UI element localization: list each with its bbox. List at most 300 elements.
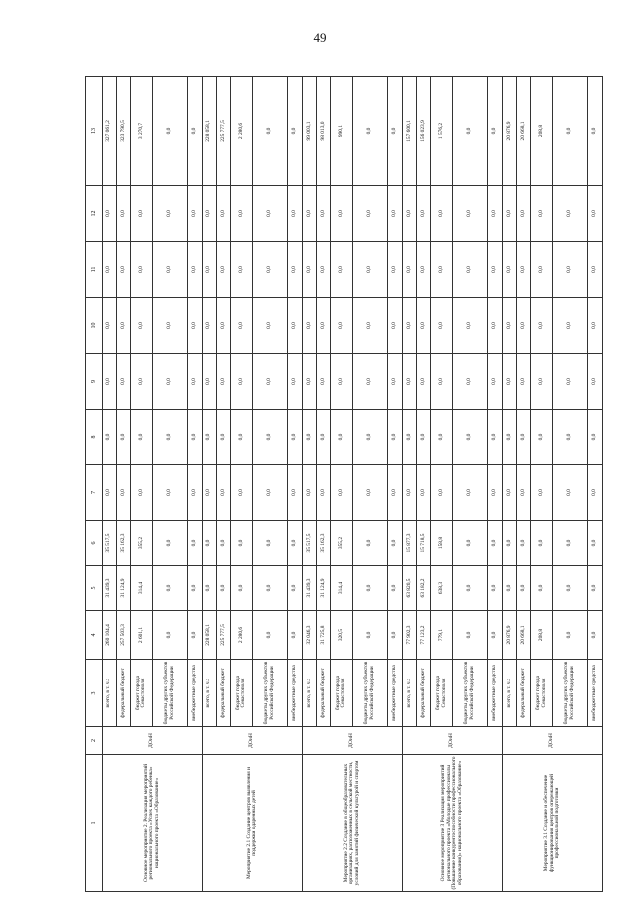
amount-cell: 20 668,1 <box>517 611 531 660</box>
amount-cell: 0,0 <box>202 521 216 566</box>
amount-cell: 0,0 <box>402 354 416 410</box>
amount-cell: 0,0 <box>417 465 431 521</box>
amount-cell: 320,5 <box>331 611 352 660</box>
column-number: 4 <box>86 611 103 660</box>
amount-cell: 0,0 <box>302 465 316 521</box>
amount-cell: 0,0 <box>488 465 502 521</box>
funding-source: федеральный бюджет <box>417 660 431 727</box>
amount-cell: 638,3 <box>431 566 452 611</box>
funding-source: внебюджетные средства <box>188 660 202 727</box>
amount-cell: 0,0 <box>216 354 230 410</box>
amount-cell: 208,8 <box>531 77 552 186</box>
funding-source: бюджеты других субъектов Российской Федерации <box>352 660 388 727</box>
amount-cell: 0,0 <box>452 298 488 354</box>
amount-cell: 0,0 <box>316 242 330 298</box>
amount-cell: 323 790,5 <box>116 77 130 186</box>
amount-cell: 20 876,9 <box>502 77 516 186</box>
amount-cell: 0,0 <box>452 354 488 410</box>
amount-cell: 0,0 <box>552 566 588 611</box>
amount-cell: 779,1 <box>431 611 452 660</box>
amount-cell: 0,0 <box>531 354 552 410</box>
amount-cell: 0,0 <box>202 242 216 298</box>
amount-cell: 0,0 <box>102 298 116 354</box>
amount-cell: 0,0 <box>552 298 588 354</box>
amount-cell: 0,0 <box>231 186 252 242</box>
amount-cell: 0,0 <box>352 298 388 354</box>
amount-cell: 0,0 <box>431 242 452 298</box>
amount-cell: 0,0 <box>552 242 588 298</box>
amount-cell: 0,0 <box>302 410 316 465</box>
amount-cell: 0,0 <box>331 242 352 298</box>
amount-cell: 0,0 <box>488 242 502 298</box>
amount-cell: 0,0 <box>302 298 316 354</box>
amount-cell: 32 046,3 <box>302 611 316 660</box>
amount-cell: 0,0 <box>417 354 431 410</box>
amount-cell: 0,0 <box>452 186 488 242</box>
amount-cell: 158,8 <box>431 521 452 566</box>
event-name: Основное мероприятие 2. Реализация мероприятий регионального проекта «Успех каждого ребенка» национального проекта «Образование» <box>102 755 202 892</box>
amount-cell: 0,0 <box>231 354 252 410</box>
amount-cell: 0,0 <box>517 298 531 354</box>
amount-cell: 0,0 <box>502 186 516 242</box>
amount-cell: 0,0 <box>102 186 116 242</box>
amount-cell: 0,0 <box>231 521 252 566</box>
funding-source: всего, в т. ч.: <box>202 660 216 727</box>
amount-cell: 0,0 <box>202 298 216 354</box>
amount-cell: 0,0 <box>188 298 202 354</box>
amount-cell: 0,0 <box>402 410 416 465</box>
amount-cell: 0,0 <box>152 77 188 186</box>
amount-cell: 0,0 <box>216 242 230 298</box>
amount-cell: 260 104,4 <box>102 611 116 660</box>
amount-cell: 0,0 <box>431 465 452 521</box>
amount-cell: 0,0 <box>588 186 603 242</box>
amount-cell: 0,0 <box>552 354 588 410</box>
amount-cell: 31 124,9 <box>316 566 330 611</box>
amount-cell: 0,0 <box>231 465 252 521</box>
amount-cell: 63 182,2 <box>417 566 431 611</box>
page-number: 49 <box>313 30 327 45</box>
amount-cell: 0,0 <box>316 465 330 521</box>
amount-cell: 0,0 <box>488 298 502 354</box>
column-number: 12 <box>86 186 103 242</box>
amount-cell: 0,0 <box>331 298 352 354</box>
amount-cell: 0,0 <box>116 298 130 354</box>
amount-cell: 0,0 <box>288 566 302 611</box>
amount-cell: 0,0 <box>388 566 402 611</box>
amount-cell: 15 718,5 <box>417 521 431 566</box>
amount-cell: 0,0 <box>502 242 516 298</box>
amount-cell: 0,0 <box>531 410 552 465</box>
amount-cell: 0,0 <box>417 186 431 242</box>
executor: ДОиН <box>402 727 502 755</box>
amount-cell: 0,0 <box>517 410 531 465</box>
amount-cell: 0,0 <box>252 611 288 660</box>
funding-source: всего, в т. ч.: <box>102 660 116 727</box>
amount-cell: 0,0 <box>216 521 230 566</box>
amount-cell: 0,0 <box>488 354 502 410</box>
amount-cell: 0,0 <box>188 521 202 566</box>
amount-cell: 0,0 <box>152 566 188 611</box>
amount-cell: 0,0 <box>188 410 202 465</box>
amount-cell: 0,0 <box>216 410 230 465</box>
funding-source: бюджеты других субъектов Российской Федерации <box>152 660 188 727</box>
amount-cell: 0,0 <box>288 611 302 660</box>
funding-source: внебюджетные средства <box>388 660 402 727</box>
amount-cell: 0,0 <box>531 186 552 242</box>
event-name: Мероприятие 3.1 Создание и обеспечение функционирования центров опережающей профессиональной подготовки <box>502 755 602 892</box>
amount-cell: 0,0 <box>502 566 516 611</box>
amount-cell: 257 503,3 <box>116 611 130 660</box>
amount-cell: 0,0 <box>588 77 603 186</box>
amount-cell: 0,0 <box>517 566 531 611</box>
amount-cell: 0,0 <box>417 242 431 298</box>
amount-cell: 35 162,3 <box>316 521 330 566</box>
funding-source: внебюджетные средства <box>488 660 502 727</box>
amount-cell: 0,0 <box>131 465 152 521</box>
amount-cell: 0,0 <box>488 186 502 242</box>
amount-cell: 0,0 <box>252 242 288 298</box>
amount-cell: 0,0 <box>502 298 516 354</box>
table-row <box>102 77 116 892</box>
amount-cell: 31 439,3 <box>102 566 116 611</box>
amount-cell: 0,0 <box>388 77 402 186</box>
table-body <box>86 77 603 892</box>
amount-cell: 31 439,3 <box>302 566 316 611</box>
amount-cell: 0,0 <box>531 566 552 611</box>
column-number: 1 <box>86 755 103 892</box>
amount-cell: 0,0 <box>588 410 603 465</box>
amount-cell: 0,0 <box>188 77 202 186</box>
table-header-row <box>86 77 103 892</box>
amount-cell: 157 600,1 <box>402 77 416 186</box>
funding-source: бюджеты других субъектов Российской Федерации <box>452 660 488 727</box>
amount-cell: 0,0 <box>452 521 488 566</box>
budget-table <box>85 76 603 892</box>
amount-cell: 0,0 <box>552 186 588 242</box>
amount-cell: 0,0 <box>202 566 216 611</box>
amount-cell: 0,0 <box>452 77 488 186</box>
amount-cell: 2 280,6 <box>231 77 252 186</box>
amount-cell: 0,0 <box>588 242 603 298</box>
amount-cell: 0,0 <box>252 77 288 186</box>
amount-cell: 0,0 <box>388 465 402 521</box>
amount-cell: 0,0 <box>252 354 288 410</box>
amount-cell: 0,0 <box>352 521 388 566</box>
amount-cell: 0,0 <box>352 611 388 660</box>
amount-cell: 0,0 <box>188 465 202 521</box>
amount-cell: 0,0 <box>131 298 152 354</box>
amount-cell: 0,0 <box>302 354 316 410</box>
amount-cell: 77 902,3 <box>402 611 416 660</box>
amount-cell: 0,0 <box>452 242 488 298</box>
event-name: Основное мероприятие 3 Реализация мероприятий регионального проекта «Молодые профессионалы (Повышение конкурентоспособности профессионального образования)» национального проекта «Образование» <box>402 755 502 892</box>
amount-cell: 355,2 <box>131 521 152 566</box>
amount-cell: 0,0 <box>102 242 116 298</box>
amount-cell: 0,0 <box>588 611 603 660</box>
amount-cell: 0,0 <box>352 242 388 298</box>
executor: ДОиН <box>502 727 602 755</box>
amount-cell: 314,4 <box>331 566 352 611</box>
amount-cell: 0,0 <box>216 298 230 354</box>
amount-cell: 0,0 <box>231 410 252 465</box>
amount-cell: 0,0 <box>452 566 488 611</box>
amount-cell: 990,1 <box>331 77 352 186</box>
amount-cell: 0,0 <box>331 186 352 242</box>
funding-source: бюджет города Севастополя <box>331 660 352 727</box>
amount-cell: 0,0 <box>452 410 488 465</box>
amount-cell: 0,0 <box>152 298 188 354</box>
table-row <box>302 77 316 892</box>
amount-cell: 0,0 <box>431 354 452 410</box>
amount-cell: 0,0 <box>288 242 302 298</box>
amount-cell: 0,0 <box>202 186 216 242</box>
amount-cell: 63 820,5 <box>402 566 416 611</box>
amount-cell: 0,0 <box>288 77 302 186</box>
amount-cell: 0,0 <box>131 186 152 242</box>
amount-cell: 0,0 <box>316 354 330 410</box>
funding-source: бюджет города Севастополя <box>431 660 452 727</box>
amount-cell: 20 668,1 <box>517 77 531 186</box>
amount-cell: 228 058,1 <box>202 611 216 660</box>
amount-cell: 228 058,1 <box>202 77 216 186</box>
amount-cell: 0,0 <box>252 465 288 521</box>
amount-cell: 0,0 <box>531 521 552 566</box>
amount-cell: 0,0 <box>488 77 502 186</box>
amount-cell: 0,0 <box>452 611 488 660</box>
amount-cell: 0,0 <box>488 611 502 660</box>
funding-source: федеральный бюджет <box>116 660 130 727</box>
event-name: Мероприятие 2.2 Создание в общеобразовательных организациях, расположенных в сельской местности, условий для занятий физической культурой и спортом <box>302 755 402 892</box>
amount-cell: 0,0 <box>202 465 216 521</box>
amount-cell: 0,0 <box>331 465 352 521</box>
amount-cell: 0,0 <box>417 410 431 465</box>
amount-cell: 0,0 <box>288 410 302 465</box>
amount-cell: 0,0 <box>288 186 302 242</box>
amount-cell: 0,0 <box>188 566 202 611</box>
executor: ДОиН <box>302 727 402 755</box>
amount-cell: 0,0 <box>216 186 230 242</box>
amount-cell: 0,0 <box>352 465 388 521</box>
amount-cell: 0,0 <box>531 242 552 298</box>
amount-cell: 0,0 <box>517 521 531 566</box>
amount-cell: 0,0 <box>102 410 116 465</box>
amount-cell: 31 725,8 <box>316 611 330 660</box>
amount-cell: 0,0 <box>517 354 531 410</box>
amount-cell: 0,0 <box>152 465 188 521</box>
rotated-table-wrapper <box>85 77 603 892</box>
amount-cell: 31 124,9 <box>116 566 130 611</box>
amount-cell: 355,2 <box>331 521 352 566</box>
funding-source: федеральный бюджет <box>216 660 230 727</box>
amount-cell: 77 123,2 <box>417 611 431 660</box>
column-number: 5 <box>86 566 103 611</box>
amount-cell: 0,0 <box>517 465 531 521</box>
amount-cell: 0,0 <box>588 521 603 566</box>
amount-cell: 0,0 <box>588 465 603 521</box>
amount-cell: 0,0 <box>588 566 603 611</box>
amount-cell: 35 162,3 <box>116 521 130 566</box>
amount-cell: 0,0 <box>388 186 402 242</box>
amount-cell: 0,0 <box>352 186 388 242</box>
amount-cell: 0,0 <box>288 465 302 521</box>
amount-cell: 0,0 <box>288 298 302 354</box>
amount-cell: 0,0 <box>188 242 202 298</box>
amount-cell: 0,0 <box>131 242 152 298</box>
funding-source: бюджеты других субъектов Российской Федерации <box>552 660 588 727</box>
amount-cell: 0,0 <box>502 354 516 410</box>
amount-cell: 0,0 <box>202 354 216 410</box>
amount-cell: 2 280,6 <box>231 611 252 660</box>
amount-cell: 0,0 <box>231 566 252 611</box>
amount-cell: 0,0 <box>502 521 516 566</box>
amount-cell: 208,8 <box>531 611 552 660</box>
column-number: 7 <box>86 465 103 521</box>
amount-cell: 0,0 <box>352 354 388 410</box>
amount-cell: 0,0 <box>502 465 516 521</box>
column-number: 2 <box>86 727 103 755</box>
amount-cell: 0,0 <box>388 410 402 465</box>
amount-cell: 0,0 <box>588 354 603 410</box>
amount-cell: 0,0 <box>216 566 230 611</box>
amount-cell: 0,0 <box>316 298 330 354</box>
amount-cell: 0,0 <box>152 186 188 242</box>
amount-cell: 0,0 <box>402 298 416 354</box>
amount-cell: 0,0 <box>252 186 288 242</box>
funding-source: всего, в т. ч.: <box>302 660 316 727</box>
amount-cell: 0,0 <box>431 186 452 242</box>
funding-source: всего, в т. ч.: <box>502 660 516 727</box>
column-number: 13 <box>86 77 103 186</box>
amount-cell: 0,0 <box>552 611 588 660</box>
column-number: 10 <box>86 298 103 354</box>
column-number: 11 <box>86 242 103 298</box>
amount-cell: 0,0 <box>116 242 130 298</box>
column-number: 9 <box>86 354 103 410</box>
funding-source: бюджет города Севастополя <box>531 660 552 727</box>
amount-cell: 0,0 <box>152 521 188 566</box>
amount-cell: 99 003,1 <box>302 77 316 186</box>
amount-cell: 98 013,0 <box>316 77 330 186</box>
funding-source: бюджет города Севастополя <box>131 660 152 727</box>
funding-source: внебюджетные средства <box>588 660 603 727</box>
amount-cell: 0,0 <box>431 410 452 465</box>
amount-cell: 0,0 <box>116 410 130 465</box>
amount-cell: 3 270,7 <box>131 77 152 186</box>
amount-cell: 0,0 <box>531 465 552 521</box>
amount-cell: 0,0 <box>588 298 603 354</box>
amount-cell: 0,0 <box>388 521 402 566</box>
amount-cell: 0,0 <box>531 298 552 354</box>
executor: ДОиН <box>102 727 202 755</box>
amount-cell: 0,0 <box>488 410 502 465</box>
amount-cell: 0,0 <box>252 521 288 566</box>
amount-cell: 0,0 <box>517 242 531 298</box>
amount-cell: 0,0 <box>288 521 302 566</box>
amount-cell: 0,0 <box>488 566 502 611</box>
amount-cell: 0,0 <box>231 298 252 354</box>
amount-cell: 0,0 <box>402 242 416 298</box>
amount-cell: 0,0 <box>502 410 516 465</box>
amount-cell: 0,0 <box>417 298 431 354</box>
amount-cell: 0,0 <box>352 410 388 465</box>
amount-cell: 0,0 <box>331 354 352 410</box>
amount-cell: 0,0 <box>316 186 330 242</box>
amount-cell: 0,0 <box>517 186 531 242</box>
column-number: 3 <box>86 660 103 727</box>
event-name: Мероприятие 2.1 Создание центров выявления и поддержки одаренных детей <box>202 755 302 892</box>
amount-cell: 0,0 <box>102 465 116 521</box>
funding-source: внебюджетные средства <box>288 660 302 727</box>
amount-cell: 0,0 <box>388 611 402 660</box>
amount-cell: 2 601,1 <box>131 611 152 660</box>
amount-cell: 0,0 <box>288 354 302 410</box>
amount-cell: 20 876,9 <box>502 611 516 660</box>
amount-cell: 0,0 <box>116 354 130 410</box>
amount-cell: 0,0 <box>188 186 202 242</box>
amount-cell: 0,0 <box>252 298 288 354</box>
amount-cell: 0,0 <box>488 521 502 566</box>
column-number: 8 <box>86 410 103 465</box>
amount-cell: 0,0 <box>552 77 588 186</box>
funding-source: федеральный бюджет <box>316 660 330 727</box>
table-row <box>402 77 416 892</box>
amount-cell: 327 061,2 <box>102 77 116 186</box>
amount-cell: 0,0 <box>331 410 352 465</box>
amount-cell: 0,0 <box>402 186 416 242</box>
table-row <box>202 77 216 892</box>
amount-cell: 0,0 <box>202 410 216 465</box>
amount-cell: 0,0 <box>152 611 188 660</box>
amount-cell: 0,0 <box>102 354 116 410</box>
amount-cell: 0,0 <box>388 354 402 410</box>
amount-cell: 35 517,5 <box>302 521 316 566</box>
executor: ДОиН <box>202 727 302 755</box>
amount-cell: 0,0 <box>131 410 152 465</box>
funding-source: бюджеты других субъектов Российской Федерации <box>252 660 288 727</box>
amount-cell: 0,0 <box>252 410 288 465</box>
amount-cell: 0,0 <box>252 566 288 611</box>
column-number: 6 <box>86 521 103 566</box>
amount-cell: 225 777,5 <box>216 77 230 186</box>
amount-cell: 0,0 <box>352 566 388 611</box>
amount-cell: 1 576,2 <box>431 77 452 186</box>
funding-source: всего, в т. ч.: <box>402 660 416 727</box>
amount-cell: 0,0 <box>431 298 452 354</box>
amount-cell: 0,0 <box>388 242 402 298</box>
amount-cell: 0,0 <box>402 465 416 521</box>
amount-cell: 0,0 <box>131 354 152 410</box>
amount-cell: 0,0 <box>316 410 330 465</box>
amount-cell: 0,0 <box>231 242 252 298</box>
table-row <box>502 77 516 892</box>
amount-cell: 0,0 <box>452 465 488 521</box>
amount-cell: 0,0 <box>116 465 130 521</box>
amount-cell: 0,0 <box>552 521 588 566</box>
amount-cell: 314,4 <box>131 566 152 611</box>
amount-cell: 0,0 <box>302 186 316 242</box>
amount-cell: 0,0 <box>302 242 316 298</box>
amount-cell: 225 777,5 <box>216 611 230 660</box>
funding-source: федеральный бюджет <box>517 660 531 727</box>
amount-cell: 0,0 <box>152 242 188 298</box>
amount-cell: 156 023,9 <box>417 77 431 186</box>
amount-cell: 0,0 <box>388 298 402 354</box>
amount-cell: 0,0 <box>216 465 230 521</box>
amount-cell: 0,0 <box>188 611 202 660</box>
amount-cell: 0,0 <box>152 410 188 465</box>
amount-cell: 0,0 <box>552 410 588 465</box>
